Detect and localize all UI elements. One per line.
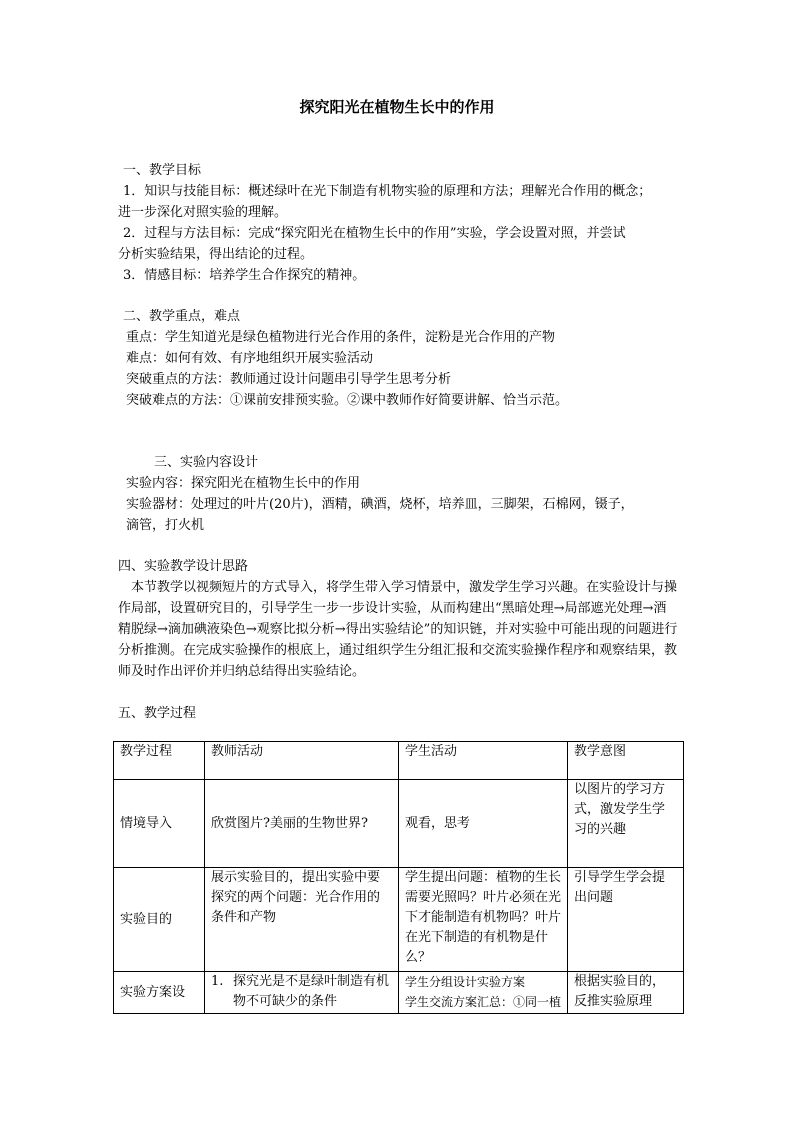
row1-stage: 情境导入 <box>114 780 205 868</box>
equipment-line1: 实验器材：处理过的叶片(20片)，酒精，碘酒，烧杯，培养皿，三脚架，石棉网，镊子， <box>126 497 634 512</box>
goal1-line1: 1．知识与技能目标：概述绿叶在光下制造有机物实验的原理和方法；理解光合作用的概念； <box>123 184 652 199</box>
header-stage: 教学过程 <box>114 742 205 780</box>
table-row <box>114 780 684 868</box>
row1-teacher: 欣赏图片?美丽的生物世界? <box>205 780 399 868</box>
header-teacher: 教师活动 <box>205 742 399 780</box>
difficult-point: 难点：如何有效、有序地组织开展实验活动 <box>126 351 374 366</box>
row3-teacher-number: 1. <box>211 974 224 989</box>
experiment-content: 实验内容：探究阳光在植物生长中的作用 <box>126 476 361 491</box>
row3-teacher-text: 探究光是不是绿叶制造有机物不可缺少的条件 <box>233 974 390 1009</box>
difficult-method: 突破难点的方法：①课前安排预实验。②课中教师作好简要讲解、恰当示范。 <box>126 393 569 408</box>
row2-student: 学生提出问题：植物的生长需要光照吗？叶片必须在光下才能制造有机物吗？叶片在光下制造的有机物是什么？ <box>399 868 568 972</box>
design-paragraph: 本节教学以视频短片的方式导入，将学生带入学习情景中，激发学生学习兴趣。在实验设计与操作局部，设置研究目的，引导学生一步一步设计实验，从而构建出“黑暗处理→局部遮光处理→酒精脱绿→滴加碘液染色→观察比拟分析→得出实验结论”的知识链，并对实验中可能出现的问题进行分析推测。在完成实验操作的根底上，通过组织学生分组汇报和交流实验操作程序和观察结果，教师及时作出评价并归纳总结得出实验结论。 <box>118 580 678 679</box>
key-method: 突破重点的方法：教师通过设计问题串引导学生思考分析 <box>126 372 452 387</box>
row3-student-cell <box>399 972 568 1014</box>
table-row <box>114 868 684 972</box>
equipment-line2: 滴管，打火机 <box>126 518 205 533</box>
teaching-process-table <box>113 741 684 1014</box>
row2-intent: 引导学生学会提出问题 <box>568 868 684 972</box>
row3-stage: 实验方案设 <box>114 972 205 1014</box>
table-row <box>114 972 684 1014</box>
goal2-line1: 2．过程与方法目标：完成“探究阳光在植物生长中的作用”实验，学会设置对照，并尝试 <box>123 226 626 241</box>
section5-heading: 五、教学过程 <box>118 706 197 721</box>
page-title: 探究阳光在植物生长中的作用 <box>299 98 495 116</box>
row2-stage: 实验目的 <box>114 868 205 972</box>
row2-teacher: 展示实验目的，提出实验中要探究的两个问题：光合作用的条件和产物 <box>205 868 399 972</box>
row1-student: 观看，思考 <box>399 780 568 868</box>
row3-student-line1: 学生分组设计实验方案 <box>405 975 526 989</box>
section1-heading: 一、教学目标 <box>123 163 202 178</box>
table-header-row <box>114 742 684 780</box>
header-student: 学生活动 <box>399 742 568 780</box>
goal2-line2: 分析实验结果，得出结论的过程。 <box>118 247 314 262</box>
row3-teacher-cell <box>205 972 399 1014</box>
section3-heading: 三、实验内容设计 <box>154 455 259 470</box>
section4-heading: 四、实验教学设计思路 <box>118 559 249 574</box>
goal1-line2: 进一步深化对照实验的理解。 <box>118 205 288 220</box>
row3-student-line2: 学生交流方案汇总：①同一植 <box>405 995 562 1009</box>
goal3-line: 3．情感目标：培养学生合作探究的精神。 <box>123 268 366 283</box>
row3-teacher-item <box>211 972 392 1012</box>
header-intent: 教学意图 <box>568 742 684 780</box>
row3-intent: 根据实验目的，反推实验原理 <box>568 972 684 1014</box>
section2-heading: 二、教学重点，难点 <box>123 309 241 324</box>
row1-intent: 以图片的学习方式，激发学生学习的兴趣 <box>568 780 684 868</box>
key-point: 重点：学生知道光是绿色植物进行光合作用的条件，淀粉是光合作用的产物 <box>126 330 556 345</box>
